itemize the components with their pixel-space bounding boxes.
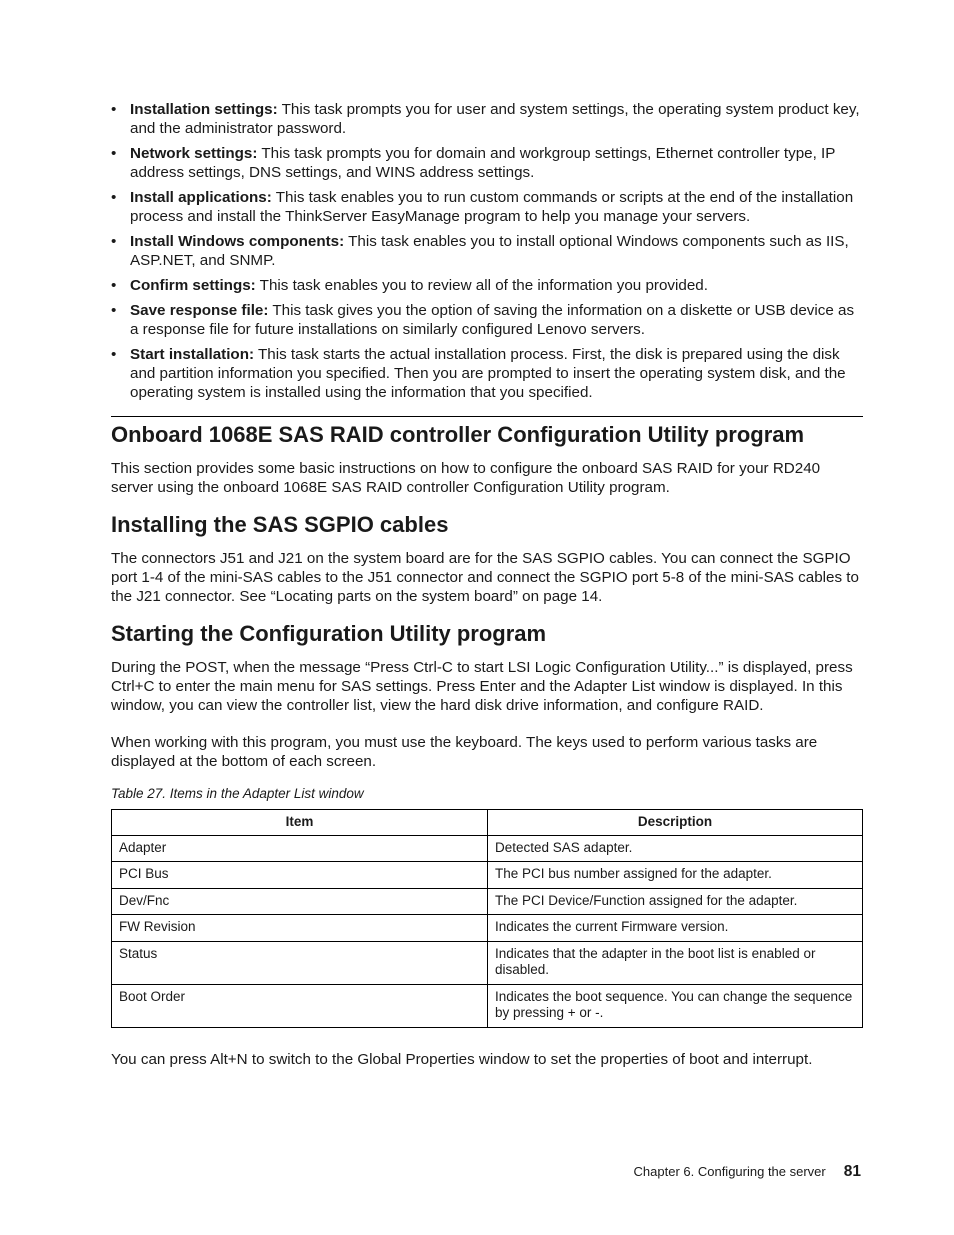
list-item-text: This task enables you to install optional Windows components such as IIS, ASP.NET, and SNMP. [130, 233, 849, 269]
table-cell-item: Adapter [112, 835, 488, 862]
bullet-icon: • [111, 346, 117, 363]
section-body-sgpio-cables: The connectors J51 and J21 on the system board are for the SAS SGPIO cables. You can connect the SGPIO port 1-4 of the mini-SAS cables to the J51 connector and connect the SGPIO port 5-8 of the mini-SAS cables to the J21 connector. See “Locating parts on the system board” on page 14. [111, 550, 859, 605]
table-row [112, 835, 863, 862]
table-cell-item: FW Revision [112, 915, 488, 942]
list-item-term: Network settings: [130, 145, 258, 162]
column-header-item: Item [112, 810, 488, 836]
adapter-list-table [111, 809, 863, 1028]
list-item-text: This task prompts you for user and system settings, the operating system product key, and the administrator password. [130, 101, 860, 137]
list-item-text: This task gives you the option of saving the information on a diskette or USB device as a response file for future installations on similarly configured Lenovo servers. [130, 302, 855, 338]
table-row [112, 984, 863, 1027]
table-caption: Table 27. Items in the Adapter List window [111, 786, 364, 801]
table-cell-item: Dev/Fnc [112, 888, 488, 915]
list-item-text: This task prompts you for domain and workgroup settings, Ethernet controller type, IP address settings, DNS settings, and WINS address settings. [130, 145, 836, 181]
list-item-text: This task enables you to review all of the information you provided. [255, 277, 708, 294]
table-cell-item: PCI Bus [112, 862, 488, 889]
section-title-starting-utility: Starting the Configuration Utility program [111, 621, 547, 646]
bullet-icon: • [111, 233, 117, 250]
bullet-icon: • [111, 189, 117, 206]
table-header-row [112, 810, 863, 836]
table-cell-description: Indicates the boot sequence. You can change the sequence by pressing + or -. [488, 984, 863, 1027]
bullet-icon: • [111, 145, 117, 162]
table-row [112, 862, 863, 889]
list-item [111, 276, 863, 295]
page-content [111, 100, 863, 1087]
list-item [111, 100, 863, 138]
table-cell-item: Status [112, 941, 488, 984]
bullet-icon: • [111, 277, 117, 294]
page-number: 81 [843, 1163, 861, 1180]
table-cell-description: The PCI Device/Function assigned for the adapter. [488, 888, 863, 915]
closing-paragraph: You can press Alt+N to switch to the Global Properties window to set the properties of boot and interrupt. [111, 1050, 813, 1068]
table-row [112, 915, 863, 942]
list-item-term: Install applications: [130, 189, 272, 206]
list-item [111, 345, 863, 402]
column-header-description: Description [488, 810, 863, 836]
table-row [112, 888, 863, 915]
table-cell-description: The PCI bus number assigned for the adapter. [488, 862, 863, 889]
table-cell-description: Indicates that the adapter in the boot list is enabled or disabled. [488, 941, 863, 984]
list-item-term: Install Windows components: [130, 233, 345, 250]
section-body-post-message: During the POST, when the message “Press Ctrl-C to start LSI Logic Configuration Utility...” is displayed, press Ctrl+C to enter the main menu for SAS settings. Press Enter and the Adapter List window is displayed. In this window, you can view the controller list, view the hard disk drive information, and configure RAID. [111, 659, 853, 714]
table-row [112, 941, 863, 984]
section-divider [111, 416, 863, 417]
section-body-keyboard: When working with this program, you must use the keyboard. The keys used to perform various tasks are displayed at the bottom of each screen. [111, 734, 818, 770]
section-body-raid-utility: This section provides some basic instructions on how to configure the onboard SAS RAID for your RD240 server using the onboard 1068E SAS RAID controller Configuration Utility program. [111, 460, 821, 496]
list-item [111, 144, 863, 182]
list-item-term: Save response file: [130, 302, 269, 319]
list-item-term: Start installation: [130, 346, 255, 363]
table-cell-description: Indicates the current Firmware version. [488, 915, 863, 942]
bullet-icon: • [111, 101, 117, 118]
bullet-icon: • [111, 302, 117, 319]
list-item [111, 232, 863, 270]
section-title-sgpio-cables: Installing the SAS SGPIO cables [111, 512, 449, 537]
list-item-text: This task starts the actual installation process. First, the disk is prepared using the disk and partition information you specified. Then you are prompted to insert the operating system disk, and the operating system is installed using the information that you specified. [130, 346, 846, 401]
section-title-raid-utility: Onboard 1068E SAS RAID controller Configuration Utility program [111, 422, 805, 447]
list-item [111, 188, 863, 226]
task-list [111, 100, 863, 402]
list-item-text: This task enables you to run custom commands or scripts at the end of the installation process and install the ThinkServer EasyManage program to help you manage your servers. [130, 189, 854, 225]
page-footer [634, 1163, 861, 1181]
table-cell-item: Boot Order [112, 984, 488, 1027]
list-item-term: Confirm settings: [130, 277, 256, 294]
footer-chapter: Chapter 6. Configuring the server [633, 1164, 826, 1179]
list-item-term: Installation settings: [130, 101, 278, 118]
list-item [111, 301, 863, 339]
table-cell-description: Detected SAS adapter. [488, 835, 863, 862]
